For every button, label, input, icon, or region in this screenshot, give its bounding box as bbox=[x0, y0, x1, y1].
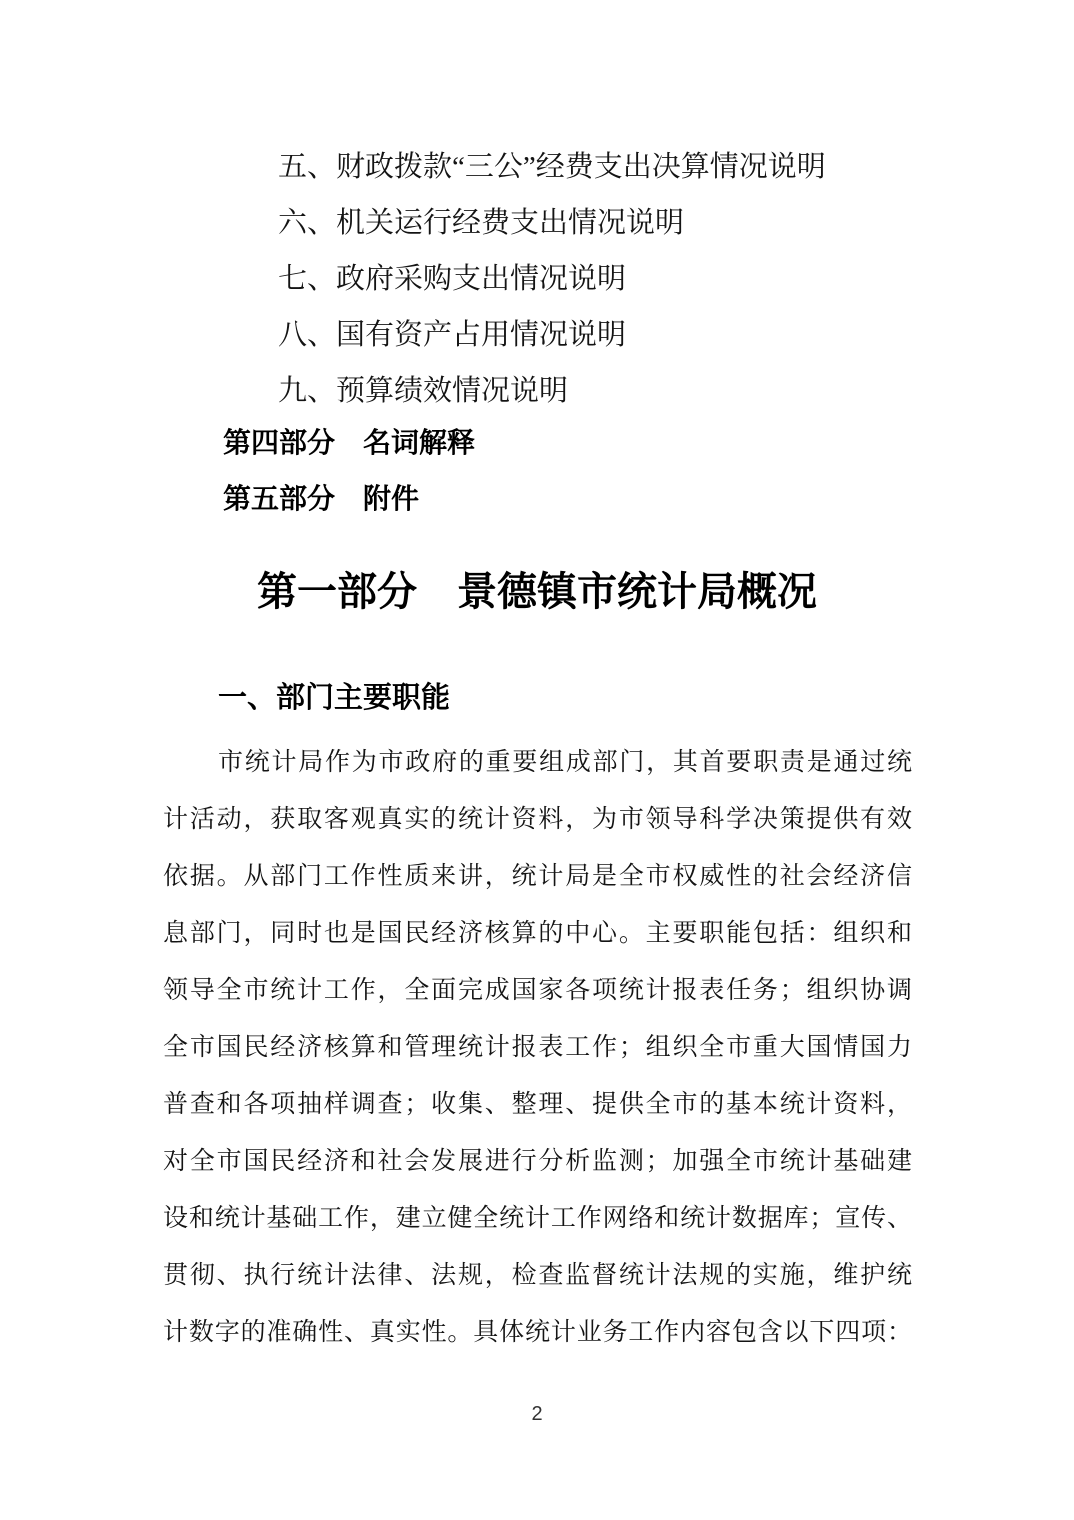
toc-item: 七、政府采购支出情况说明 bbox=[278, 263, 627, 295]
paragraph-line: 计活动，获取客观真实的统计资料，为市领导科学决策提供有效 bbox=[163, 806, 912, 833]
paragraph-line: 息部门，同时也是国民经济核算的中心。主要职能包括：组织和 bbox=[163, 920, 912, 947]
page-number: 2 bbox=[531, 1403, 543, 1425]
subsection-heading: 一、部门主要职能 bbox=[218, 682, 451, 714]
body-paragraph bbox=[163, 734, 912, 1361]
paragraph-line: 全市国民经济核算和管理统计报表工作；组织全市重大国情国力 bbox=[163, 1034, 912, 1061]
paragraph-line: 普查和各项抽样调查；收集、整理、提供全市的基本统计资料， bbox=[163, 1091, 912, 1118]
section-title: 第一部分 景德镇市统计局概况 bbox=[257, 569, 817, 614]
toc-part-item: 第四部分 名词解释 bbox=[223, 427, 476, 458]
paragraph-line: 设和统计基础工作，建立健全统计工作网络和统计数据库；宣传、 bbox=[163, 1205, 912, 1232]
toc-item: 九、预算绩效情况说明 bbox=[278, 375, 569, 407]
paragraph-line: 市统计局作为市政府的重要组成部门，其首要职责是通过统 bbox=[218, 749, 912, 776]
paragraph-line: 对全市国民经济和社会发展进行分析监测；加强全市统计基础建 bbox=[163, 1148, 912, 1175]
toc-list bbox=[278, 139, 826, 419]
paragraph-line: 计数字的准确性、真实性。具体统计业务工作内容包含以下四项： bbox=[163, 1319, 912, 1346]
toc-part-item: 第五部分 附件 bbox=[223, 483, 420, 514]
paragraph-line: 依据。从部门工作性质来讲，统计局是全市权威性的社会经济信 bbox=[163, 863, 912, 890]
toc-item: 五、财政拨款“三公”经费支出决算情况说明 bbox=[278, 151, 826, 183]
toc-item: 六、机关运行经费支出情况说明 bbox=[278, 207, 685, 239]
paragraph-line: 领导全市统计工作，全面完成国家各项统计报表任务；组织协调 bbox=[163, 977, 912, 1004]
paragraph-line: 贯彻、执行统计法律、法规，检查监督统计法规的实施，维护统 bbox=[163, 1262, 912, 1289]
toc-parts-list bbox=[223, 415, 475, 527]
toc-item: 八、国有资产占用情况说明 bbox=[278, 319, 627, 351]
